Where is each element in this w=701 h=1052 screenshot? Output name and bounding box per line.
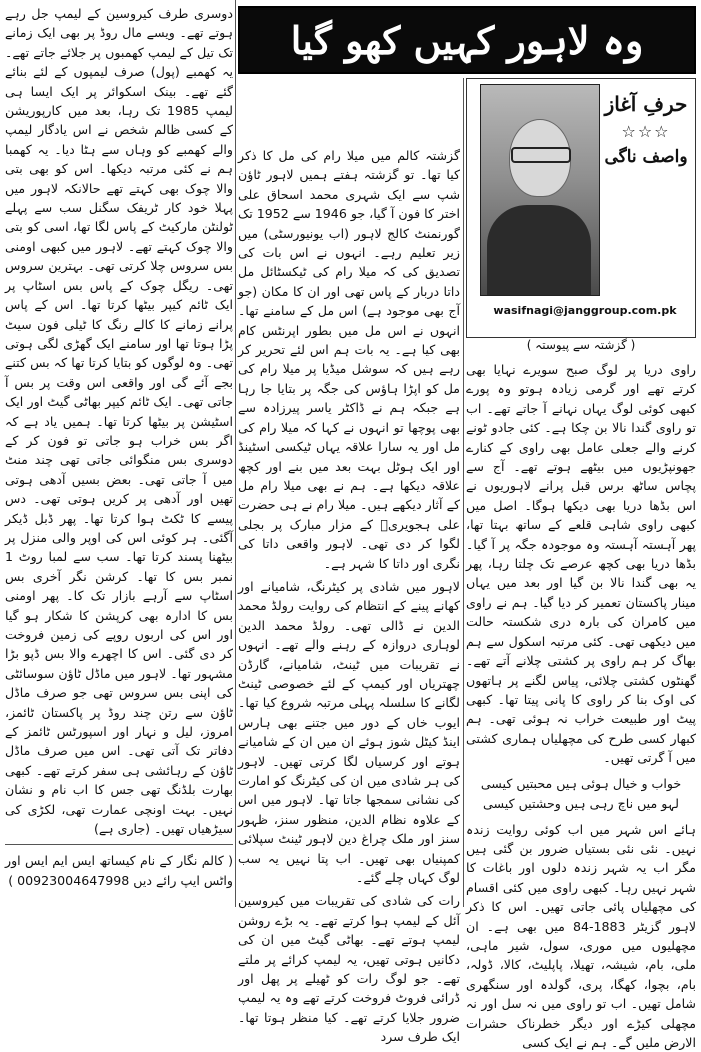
photo-body bbox=[487, 205, 591, 295]
article-title-banner bbox=[238, 6, 696, 74]
article-title: وہ لاہور کہیں کھو گیا bbox=[290, 17, 644, 63]
article-column-right bbox=[466, 360, 696, 1050]
article-column-middle bbox=[237, 146, 460, 1045]
column-rule-right bbox=[463, 78, 464, 907]
poetry-line: خواب و خیال ہوئی ہیں محبتیں کیسی bbox=[480, 775, 682, 791]
paragraph: لاہور میں شادی پر کیٹرنگ، شامیانے اور کھانے پینے کے انتظام کی روایت رولڈ محمد الدین نے ڈالی تھی۔ رولڈ محمد الدین لوہاری دروازہ کے رہنے والے تھے۔ انہوں نے تقریبات میں ٹینٹ، شامیانے، گارڈن چھتریاں اور کیمپ کے لئے خصوصی ٹینٹ لگانے کا سلسلہ پہلی مرتبہ شروع کیا تھا۔ ایوب خاں کے دور میں جتنے بھی ہارس اینڈ کیٹل شوز ہوئے ان میں ان کے شامیانے ہوتے اور کرسیاں لگا کرتی تھیں۔ لاہور کی ہر شادی میں ان کی کیٹرنگ کو امارت کی نشانی سمجھا جاتا تھا۔ لاہور میں اس کے علاوہ نظام الدین، منظور سنز، ظہور سنز اور ملک چراغ دین لاہور ٹینٹ سپلائی کمپنیاں بھی تھیں۔ اب پتا نہیں یہ سب لوگ کہاں چلے گئے۔ bbox=[238, 578, 460, 886]
author-photo bbox=[480, 84, 600, 296]
author-info bbox=[600, 92, 692, 167]
separator bbox=[5, 844, 233, 845]
paragraph: راوی دریا پر لوگ صبح سویرے نہایا بھی کرتے تھے اور گرمی زیادہ ہوتو وہ پورے کبھی کوئی لوگ یہاں نہانے آ جاتے تھے۔ اب تو راوی گندا نالا بن چکا ہے۔ کئی جادو ٹونے کرنے والے جعلی عامل بھی راوی کے کنارے جھونپڑیوں میں بیٹھے ہوتے تھے۔ آج سے پچاس ساٹھ برس قبل پرانے لاہوریوں نے اس بڈھا دریا بھی دیکھا ہوگا۔ اصل میں کبھی راوی شاہی قلعے کے ساتھ بہتا تھا، پھر آہستہ آہستہ وہ موجودہ جگہ پر آ گیا۔ بڈھا دریا بھی کچھ عرصے تک چلتا رہا، پھر یہ بھی گندا نالا بن گیا اور بعد میں یہاں مینار پاکستان تعمیر کر دیا گیا۔ ہم نے راوی میں کامران کی بارہ دری شکستہ حالت میں دیکھی تھی۔ کئی مرتبہ اسکول سے ہم بھاگ کر ہم راوی پر کشتی چلانے آتے تھے۔ گھنٹوں کشتی چلائی، پیاس لگنے پر ہاتھوں کی اوک بنا کر راوی کا پانی پیتا تھا۔ کبھی پیٹ اور طبیعت خراب نہ ہوئی تھی۔ ہم کبھار کسی طرح کی مچھلیاں ہماری کشتی میں آ گرتی تھیں۔ bbox=[466, 362, 696, 766]
contact-note: ( کالم نگار کے نام کیساتھ ایس ایم ایس اور واٹس ایپ رائے دیں 00923004647998 ) bbox=[5, 853, 233, 888]
author-name: واصف ناگی bbox=[604, 147, 688, 167]
poetry-line: لہو میں ناچ رہی ہیں وحشتیں کیسی bbox=[483, 795, 679, 811]
paragraph: رات کی شادی کی تقریبات میں کیروسین آئل کے لیمپ ہوا کرتے تھے۔ یہ بڑے روشن لیمپ ہوتے تھے۔ بھاٹی گیٹ میں ان کی دکانیں ہوتی تھیں، یہ لیمپ کرائے پر ملتے تھے۔ جو لوگ رات کو ٹھیلے پر پھل اور ڈرائی فروٹ فروخت کرتے تھے وہ یہ لیمپ ضرور جلایا کرتے تھے۔ کیا منظر ہوتا تھا۔ ایک طرف سرد bbox=[238, 893, 460, 1045]
paragraph: ہائے اس شہر میں اب کوئی روایت زندہ نہیں۔ نئی نئی بستیاں ضرور بن گئی ہیں مگر اب یہ شہر زندہ دلوں اور باغات کا شہر نہیں رہا۔ کبھی راوی میں کئی اقسام کی مچھلیاں پائی جاتی تھیں۔ اس کا ذکر لاہور گزیٹر 1883-84 میں بھی ہے۔ ان مچھلیوں میں موری، سول، شیر ماہی، ملی، بام، شیشہ، تھیلا، پاپلیٹ، کالا، ڈولہ، بام، بچوا، کھگا، پری، گولدہ اور سنگھری شامل تھیں۔ اب تو راوی میں نہ سل اور نہ مچھلی کیڑے اور دیگر خطرناک حشرات الارض ملیں گے۔ ہم نے ایک کسی bbox=[466, 821, 696, 1050]
paragraph: گزشتہ کالم میں میلا رام کی مل کا ذکر کیا تھا۔ تو گزشتہ ہفتے ہمیں لاہور ٹاؤن شپ سے ایک شہری محمد اسحاق علی اختر کا فون آ گیا، جو 1946 سے 1952 تک گورنمنٹ کالج لاہور (اب یونیورسٹی) میں زیر تعلیم رہے۔ انہوں نے اس بات کی تصدیق کی کہ میلا رام کی ٹیکسٹائل مل داتا دربار کے پاس تھی اور ان کا مکان (جو آج بھی موجود ہے) اس مل کے سامنے تھا۔ انہوں نے اس مل میں بطور اپرنٹس کام بھی کیا ہے۔ یہ بات ہم اس لئے تحریر کر رہے ہیں کہ سوشل میڈیا پر میلا رام کی مل کو اپڑا ہاؤس کی جگہ پر بتایا جا رہا ہے جبکہ ہم نے ڈاکٹر یاسر پیرزادہ سے بھی پوچھا تو انہوں نے کہا کہ میلا رام کی مل اور یہ سارا علاقہ یہاں ٹیکسی اسٹینڈ اور ایک ہوٹل بہت بعد میں بنے اور کچھ علاقہ دیکھا ہے۔ ہم نے بھی میلا رام مل کے آثار دیکھے ہیں۔ میلا رام نے ہی حضرت علی ہجویریؒ کے مزار مبارک پر بجلی لگوا کر دی تھی۔ لاہور واقعی داتا کی نگری اور داتا کا شہر ہے۔ bbox=[237, 148, 460, 571]
paragraph: دوسری طرف کیروسین کے لیمپ جل رہے ہوتے تھے۔ ویسے مال روڈ پر بھی ایک زمانے تک تیل کے لیمپ کھمبوں پر جلائے جاتے تھے۔ یہ کھمبے (پول) صرف لیمپوں کے لئے بنائے گئے تھے۔ بینک اسکوائر پر ایک ایسا ہی لیمپ 1985 تک رہا، بعد میں کارپوریشن کے کسی ظالم شخص نے اس یادگار لیمپ والے کھمبے کو وہاں سے ہٹا دیا۔ یہ کھمبا ہم نے کئی مرتبہ دیکھا۔ اس کو بھی بتی والا چوک بھی کہتے تھے حالانکہ لاہور میں پہلا خود کار ٹریفک سگنل سب سے پہلے ٹولنٹن مارکیٹ کے پاس لگا تھا، اسی کو بتی والا چوک کہتے تھے۔ لاہور میں کبھی اومنی بس سروس چلا کرتی تھی۔ بہترین سروس تھی۔ ریگل چوک کے پاس بس اسٹاپ پر ایک ٹائم کیپر بیٹھا کرتا تھا۔ اس کے پاس پرانے زمانے کا کالے رنگ کا ٹیلی فون سیٹ پڑا ہوتا تھا اور سامنے ایک گھڑی لگی ہوتی تھی۔ وہ لوگوں کو بتایا کرتا تھا کہ بس کتنے بجے آئے گی اور واقعی اس وقت پر بس آ جاتی تھی۔ ایک ٹائم کیپر بھاٹی گیٹ اور ایک اسٹیشن پر بیٹھا کرتا تھا۔ ہمیں یاد ہے کہ اگر بس خراب ہو جاتی تو فون کر کے دوسری بس منگوائی جاتی تھی چند منٹ میں آ جاتی تھی۔ بعض بسیں آدھی ہوتی تھیں اور آدھی پر کریں ہوتی تھی۔ دس پیسے کا ٹکٹ ہوا کرتا تھا۔ پھر ڈبل ڈیکر آگئی۔ ہر کوئی اس کی اوپر والی منزل پر بیٹھنا پسند کرتا تھا۔ سب سے لمبا روٹ 1 نمبر بس کا تھا۔ کرشن نگر آخری بس اسٹاپ سے آرہے بازار تک کا۔ پھر اومنی بس کا ادارہ بھی کرپشن کا شکار ہو گیا اور اس کی اربوں روپے کی زمین فروخت کر دی گئی۔ اس کا اچھرے والا بس ڈپو بڑا مشہور تھا۔ لاہور میں ماڈل ٹاؤن سوسائٹی کی اپنی بس سروس تھی جو صرف ماڈل ٹاؤن سے رتن چند روڈ پر پاکستان ٹائمز، امروز، لیل و نہار اور اسپورٹس ٹائمز کے دفاتر تک آتی تھی۔ اس میں صرف ماڈل ٹاؤن کے رہائشی ہی سفر کرتے تھے۔ کبھی بھارت بلڈنگ تھی جس کا اب نام و نشان نہیں۔ بہت اونچی عمارت تھی، لکڑی کی سیڑھیاں تھیں۔ (جاری ہے) bbox=[5, 6, 233, 837]
column-name: حرفِ آغاز bbox=[604, 92, 688, 116]
stars-icon: ☆☆☆ bbox=[621, 122, 671, 141]
continued-note: ( گزشتہ سے پیوستہ ) bbox=[526, 338, 636, 352]
poetry-block bbox=[466, 774, 696, 814]
column-rule-left bbox=[235, 0, 236, 907]
photo-glasses bbox=[511, 147, 571, 163]
author-email[interactable]: wasifnagi@janggroup.com.pk bbox=[493, 304, 677, 317]
article-column-left bbox=[5, 4, 233, 902]
